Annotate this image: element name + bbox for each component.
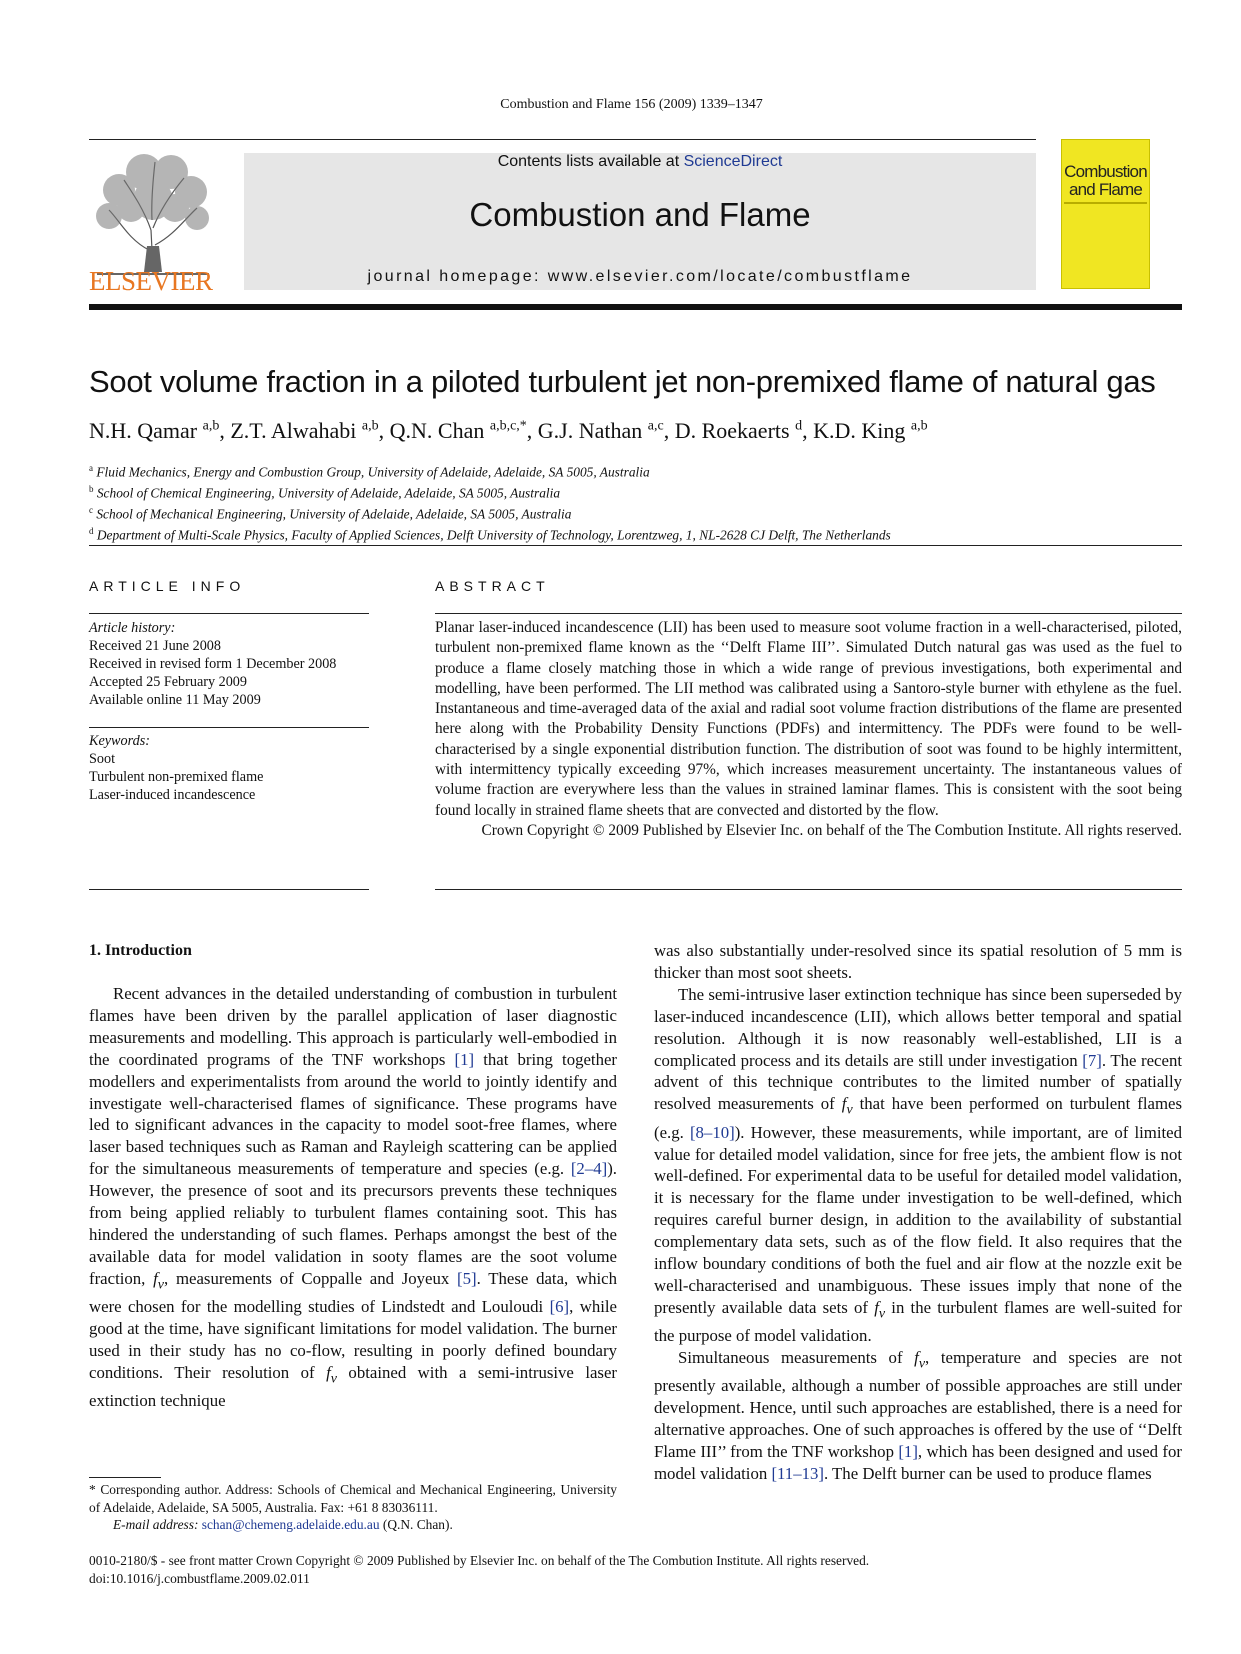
abstract-heading: ABSTRACT bbox=[435, 578, 550, 594]
paragraph: was also substantially under-resolved since its spatial resolution of 5 mm is thicker than most soot sheets. bbox=[654, 941, 1182, 982]
corresponding-author-footnote bbox=[89, 1481, 617, 1534]
citation-link[interactable]: [11–13] bbox=[771, 1463, 824, 1483]
history-item: Available online 11 May 2009 bbox=[89, 692, 261, 708]
keyword: Turbulent non-premixed flame bbox=[89, 769, 264, 785]
fv-symbol: $f_v$ bbox=[841, 1094, 853, 1118]
email-link[interactable]: schan@chemeng.adelaide.edu.au bbox=[201, 1517, 380, 1532]
article-title: Soot volume fraction in a piloted turbulent jet non-premixed flame of natural gas bbox=[89, 364, 1156, 399]
citation-link[interactable]: [8–10] bbox=[689, 1122, 735, 1142]
cover-title: Combustion and Flame bbox=[1064, 162, 1147, 199]
author: Z.T. Alwahabi $^{a,b}$, bbox=[230, 418, 390, 443]
fv-symbol: $f_v$ bbox=[153, 1268, 165, 1293]
contents-line bbox=[244, 153, 1036, 171]
affiliation: $^c$ School of Mechanical Engineering, University of Adelaide, Adelaide, SA 5005, Australia bbox=[89, 504, 572, 522]
article-info-rule bbox=[89, 613, 369, 614]
header-thick-rule bbox=[89, 304, 1182, 310]
footnote-email: E-mail address: schan@chemeng.adelaide.edu.au (Q.N. Chan). bbox=[113, 1517, 453, 1532]
article-history bbox=[89, 619, 369, 709]
citation-link[interactable]: [1] bbox=[454, 1049, 475, 1069]
contents-prefix: Contents lists available at bbox=[497, 153, 684, 170]
author: N.H. Qamar $^{a,b}$, bbox=[89, 418, 231, 443]
author-list bbox=[89, 418, 1189, 444]
affiliations bbox=[89, 460, 1189, 544]
footnote-text: * Corresponding author. Address: Schools of Chemical and Mechanical Engineering, University of Adelaide, Adelaide, SA 5005, Australia. Fax: +61 8 83036111. bbox=[89, 1482, 617, 1515]
body-column-left bbox=[89, 983, 617, 1412]
history-item: Received in revised form 1 December 2008 bbox=[89, 656, 337, 672]
doi-line: doi:10.1016/j.combustflame.2009.02.011 bbox=[89, 1571, 310, 1586]
history-item: Accepted 25 February 2009 bbox=[89, 674, 247, 690]
keyword: Laser-induced incandescence bbox=[89, 787, 256, 803]
issn-line: 0010-2180/$ - see front matter Crown Copyright © 2009 Published by Elsevier Inc. on behalf of the The Combution Institute. All rights reserved. bbox=[89, 1553, 870, 1568]
paragraph: Recent advances in the detailed understanding of combustion in turbulent flames have been driven by the parallel application of laser diagnostic measurements and modelling. This approach is particularly well-embodied in the coordinated programs of the TNF workshops [1] that bring together modellers and experimentalists from around the world to jointly identify and investigate well-characterised flames of significance. These programs have led to significant advances in the capacity to model soot-free flames, where laser based techniques such as Raman and Rayleigh scattering can be applied for the simultaneous measurements of temperature and species (e.g. [2–4]). However, the presence of soot and its precursors prevents these techniques from being applied reliably to turbulent flames containing soot. This has hindered the understanding of such flames. Perhaps amongst the best of the available data for model validation in sooty flames are the soot volume fraction, $f_v$, measurements of Coppalle and Joyeux [5]. These data, which were chosen for the modelling studies of Lindstedt and Louloudi [6], while good at the time, have significant limitations for model validation. The burner used in their study has no co-flow, resulting in poorly defined boundary conditions. Their resolution of $f_v$ obtained with a semi-intrusive laser extinction technique bbox=[89, 984, 618, 1411]
keywords-label: Keywords: bbox=[89, 733, 150, 749]
history-item: Received 21 June 2008 bbox=[89, 638, 221, 654]
elsevier-wordmark: ELSEVIER bbox=[89, 266, 213, 296]
sciencedirect-link[interactable]: ScienceDirect bbox=[683, 153, 783, 170]
history-label: Article history: bbox=[89, 620, 176, 636]
abstract-copyright: Crown Copyright © 2009 Published by Elsevier Inc. on behalf of the The Combution Institute. All rights reserved. bbox=[481, 821, 1182, 839]
affiliation: $^d$ Department of Multi-Scale Physics, Faculty of Applied Sciences, Delft University of Technology, Lorentzweg, 1, NL-2628 CJ Delft, The Netherlands bbox=[89, 525, 891, 543]
page-footer bbox=[89, 1552, 1189, 1588]
title-rule bbox=[89, 545, 1182, 546]
citation-link[interactable]: [7] bbox=[1082, 1050, 1102, 1070]
paragraph: Simultaneous measurements of $f_v$, temperature and species are not presently available, although a number of possible approaches are still under development. Hence, until such approaches are established, there is a need for alternative approaches. One of such approaches is offered by the use of ‘‘Delft Flame III’’ from the TNF workshop [1], which has been designed and used for model validation [11–13]. The Delft burner can be used to produce flames bbox=[654, 1348, 1183, 1483]
citation-link[interactable]: [2–4] bbox=[570, 1159, 608, 1179]
affiliation: $^b$ School of Chemical Engineering, University of Adelaide, Adelaide, SA 5005, Australia bbox=[89, 483, 561, 501]
introduction-heading: 1. Introduction bbox=[89, 942, 192, 959]
article-info-bottom-rule bbox=[89, 889, 369, 890]
author: K.D. King $^{a,b}$ bbox=[813, 418, 928, 443]
abstract-text bbox=[435, 618, 1182, 841]
author: G.J. Nathan $^{a,c}$, bbox=[537, 418, 675, 443]
fv-symbol: $f_v$ bbox=[874, 1297, 886, 1322]
citation-link[interactable]: [5] bbox=[457, 1268, 477, 1288]
article-info-heading: ARTICLE INFO bbox=[89, 578, 246, 594]
header-rule bbox=[89, 139, 1036, 140]
keywords-rule bbox=[89, 727, 369, 728]
author: D. Roekaerts $^d$, bbox=[674, 418, 814, 443]
abstract-body: Planar laser-induced incandescence (LII) has been used to measure soot volume fraction in a well-characterised, piloted, turbulent non-premixed flame known as the ‘‘Delft Flame III’’. Simulated Dutch natural gas was used as the fuel to produce a flame closely matching those in which a wide range of previous investigations, both experimental and modelling, have been performed. The LII method was calibrated using a Santoro-style burner with ethylene as the fuel. Instantaneous and time-averaged data of the axial and radial soot volume fraction distributions of the flame are presented here along with the Probability Density Functions (PDFs) and intermittency. The PDFs were found to be well-characterised by a single exponential distribution function. The distribution of soot was found to be highly intermittent, with intermittency typically exceeding 97%, which increases measurement uncertainty. The instantaneous values of volume fraction are everywhere less than the values in strained laminar flames. This is consistent with the soot being found locally in strained flame sheets that are convected and distorted by the flow. bbox=[435, 619, 1182, 819]
keyword: Soot bbox=[89, 751, 116, 767]
journal-reference: Combustion and Flame 156 (2009) 1339–1347 bbox=[500, 97, 763, 112]
cover-rule bbox=[1064, 202, 1147, 204]
body-column-right bbox=[654, 940, 1182, 1485]
citation-link[interactable]: [6] bbox=[549, 1297, 570, 1317]
paragraph: The semi-intrusive laser extinction technique has since been superseded by laser-induced incandescence (LII), which allows better temporal and spatial resolution. Although it is now reasonably well-established, LII is a complicated process and its details are still under investigation [7]. The recent advent of this technique contributes to the limited number of spatially resolved measurements of $f_v$ that have been performed on turbulent flames (e.g. [8–10]). However, these measurements, while important, are of limited value for detailed model validation, since for free jets, the ambient flow is not well-defined. For experimental data to be useful for detailed model validation, it is necessary for the flame under investigation to be well-defined, which requires careful burner design, in addition to the availability of substantial complementary data sets, such as of the flow field. It also requires that the inflow boundary conditions of both the fuel and air flow at the nozzle exit be well-characterised and unambiguous. These issues imply that none of the presently available data sets of $f_v$ in the turbulent flames are well-suited for the purpose of model validation. bbox=[654, 984, 1183, 1346]
journal-homepage[interactable]: journal homepage: www.elsevier.com/locate/combustflame bbox=[367, 268, 913, 285]
author: Q.N. Chan $^{a,b,c,*}$, bbox=[389, 418, 538, 443]
abstract-bottom-rule bbox=[435, 889, 1182, 890]
citation-link[interactable]: [1] bbox=[898, 1442, 918, 1462]
fv-symbol: $f_v$ bbox=[326, 1362, 337, 1387]
keywords bbox=[89, 732, 369, 804]
abstract-rule bbox=[435, 613, 1182, 614]
footnote-rule bbox=[89, 1477, 161, 1478]
affiliation: $^a$ Fluid Mechanics, Energy and Combustion Group, University of Adelaide, Adelaide, SA 5005, Australia bbox=[89, 463, 650, 480]
fv-symbol: $f_v$ bbox=[914, 1348, 926, 1372]
journal-title: Combustion and Flame bbox=[469, 196, 811, 233]
